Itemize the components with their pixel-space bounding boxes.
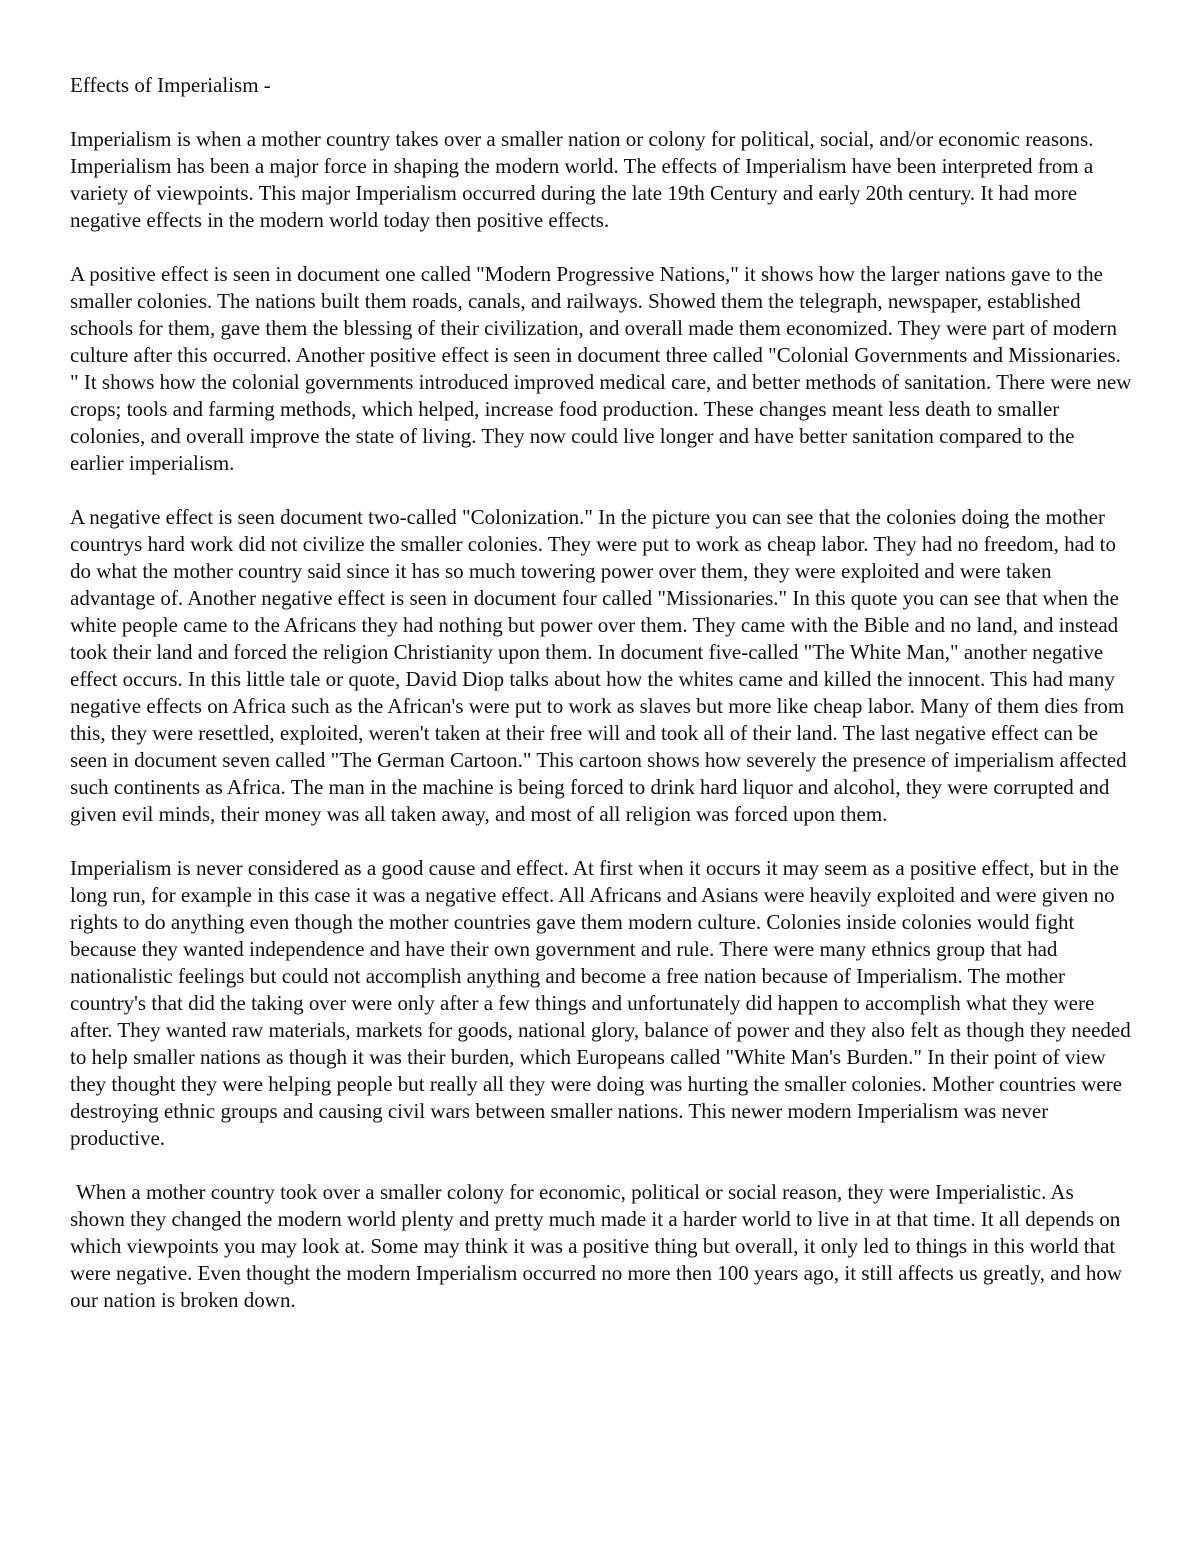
document-title: Effects of Imperialism - — [70, 73, 271, 97]
paragraph-conclusion: When a mother country took over a smaller colony for economic, political or social reason, they were Imperialistic. As shown they changed the modern world plenty and pretty much made it a harder world to live in at that time. It all depends on which viewpoints you may look at. Some may think it was a positive thing but overall, it only led to things in this world that were negative. Even thought the modern Imperialism occurred no more then 100 years ago, it still affects us greatly, and how our nation is broken down. — [70, 1180, 1123, 1312]
document-body — [70, 72, 1132, 1341]
paragraph-introduction: Imperialism is when a mother country takes over a smaller nation or colony for political, social, and/or economic reasons. Imperialism has been a major force in shaping the modern world. The effects of Imperialism have been interpreted from a variety of viewpoints. This major Imperialism occurred during the late 19th Century and early 20th century. It had more negative effects in the modern world today then positive effects. — [70, 127, 1094, 232]
paragraph-analysis: Imperialism is never considered as a good cause and effect. At first when it occurs it may seem as a positive effect, but in the long run, for example in this case it was a negative effect. All Africans and Asians were heavily exploited and were given no rights to do anything even though the mother countries gave them modern culture. Colonies inside colonies would fight because they wanted independence and have their own government and rule. There were many ethnics group that had nationalistic feelings but could not accomplish anything and become a free nation because of Imperialism. The mother country's that did the taking over were only after a few things and unfortunately did happen to accomplish what they were after. They wanted raw materials, markets for goods, national glory, balance of power and they also felt as though they needed to help smaller nations as though it was their burden, which Europeans called "White Man's Burden." In their point of view they thought they were helping people but really all they were doing was hurting the smaller colonies. Mother countries were destroying ethnic groups and causing civil wars between smaller nations. This newer modern Imperialism was never productive. — [70, 856, 1131, 1150]
paragraph-negative-effects: A negative effect is seen document two-called "Colonization." In the picture you can see that the colonies doing the mother countrys hard work did not civilize the smaller colonies. They were put to work as cheap labor. They had no freedom, had to do what the mother country said since it has so much towering power over them, they were exploited and were taken advantage of. Another negative effect is seen in document four called "Missionaries." In this quote you can see that when the white people came to the Africans they had nothing but power over them. They came with the Bible and no land, and instead took their land and forced the religion Christianity upon them. In document five-called "The White Man," another negative effect occurs. In this little tale or quote, David Diop talks about how the whites came and killed the innocent. This had many negative effects on Africa such as the African's were put to work as slaves but more like cheap labor. Many of them dies from this, they were resettled, exploited, weren't taken at their free will and took all of their land. The last negative effect can be seen in document seven called "The German Cartoon." This cartoon shows how severely the presence of imperialism affected such continents as Africa. The man in the machine is being forced to drink hard liquor and alcohol, they were corrupted and given evil minds, their money was all taken away, and most of all religion was forced upon them. — [70, 505, 1127, 826]
paragraph-positive-effects: A positive effect is seen in document one called "Modern Progressive Nations," it shows how the larger nations gave to the smaller colonies. The nations built them roads, canals, and railways. Showed them the telegraph, newspaper, established schools for them, gave them the blessing of their civilization, and overall made them economized. They were part of modern culture after this occurred. Another positive effect is seen in document three called "Colonial Governments and Missionaries. " It shows how the colonial governments introduced improved medical care, and better methods of sanitation. There were new crops; tools and farming methods, which helped, increase food production. These changes meant less death to smaller colonies, and overall improve the state of living. They now could live longer and have better sanitation compared to the earlier imperialism. — [70, 262, 1132, 475]
